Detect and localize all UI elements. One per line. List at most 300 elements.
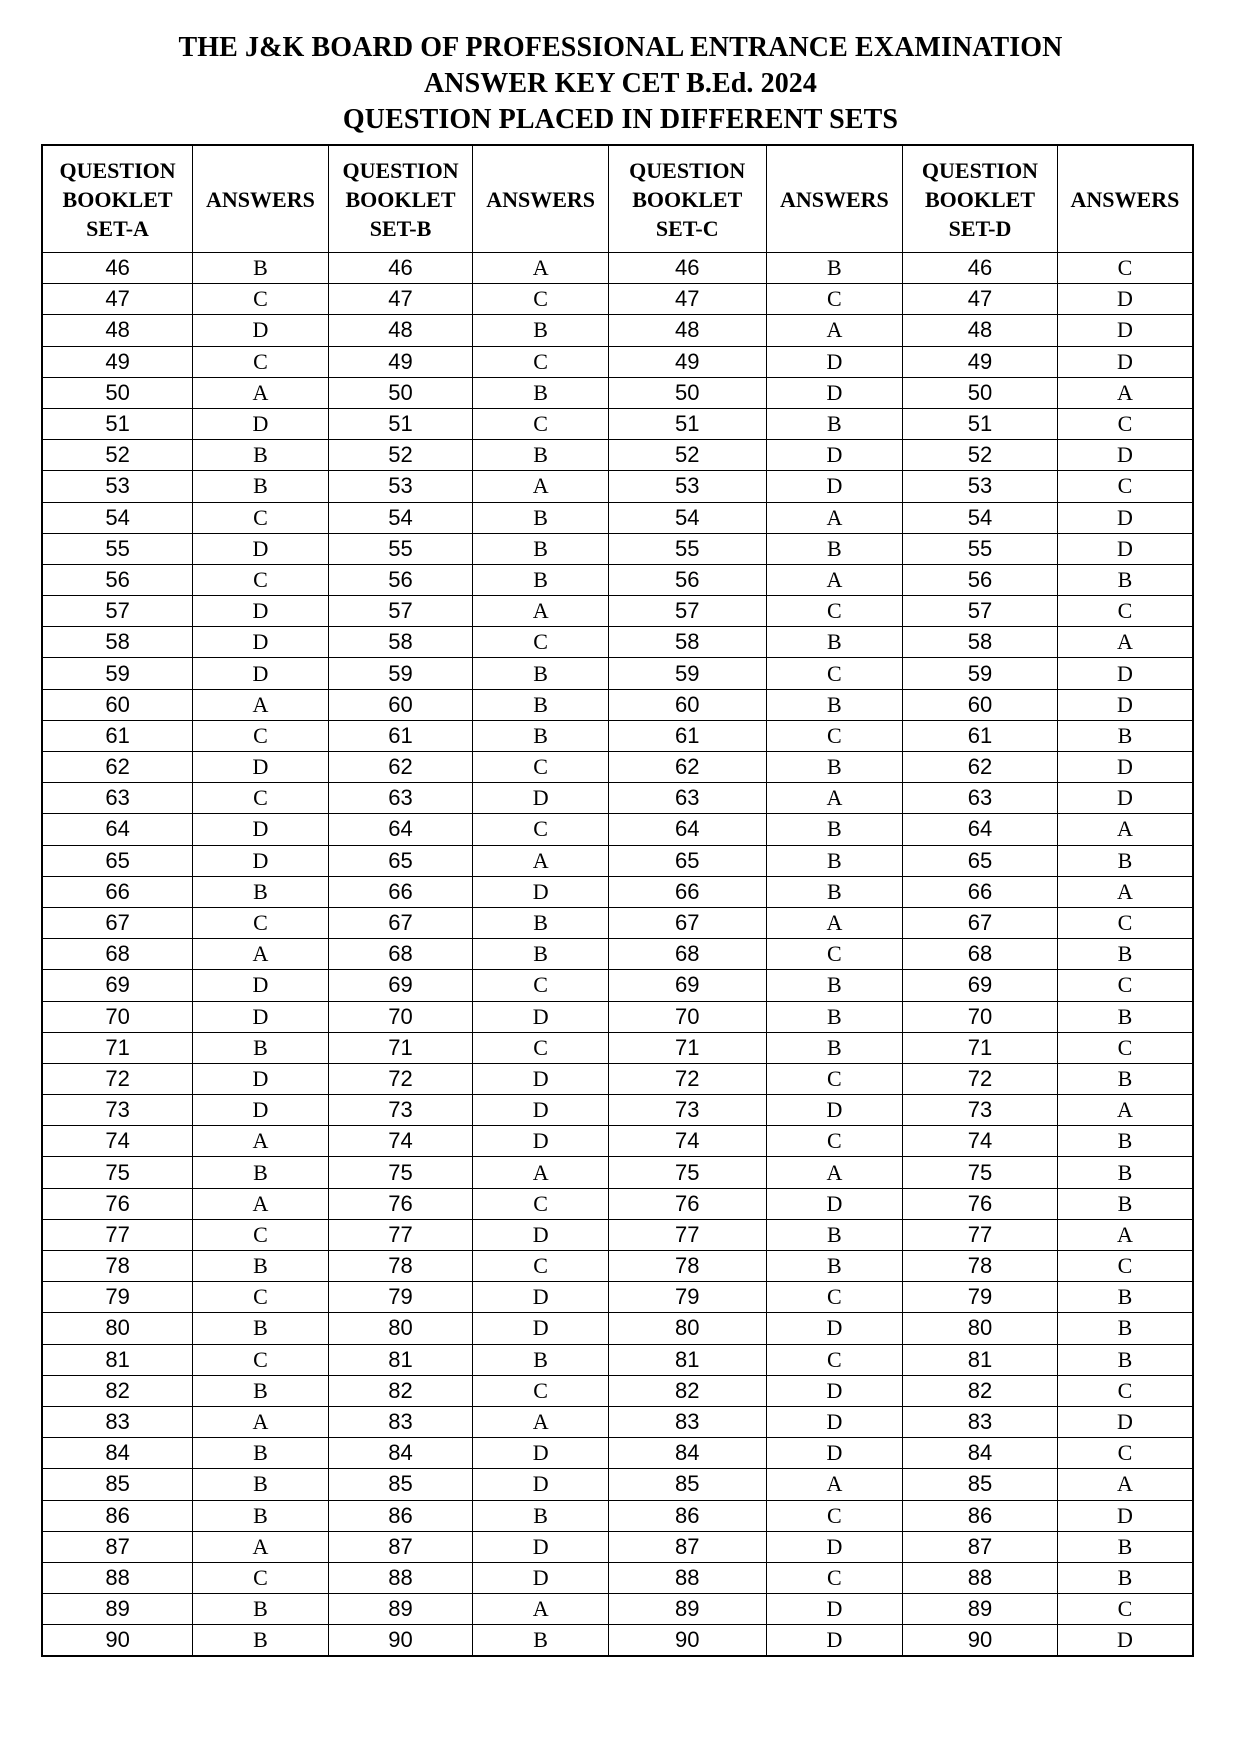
answer-cell: D <box>766 1188 903 1219</box>
answer-cell: A <box>193 1126 329 1157</box>
question-number-cell: 68 <box>328 939 473 970</box>
answer-cell: D <box>766 1406 903 1437</box>
answer-cell: D <box>193 1095 329 1126</box>
answer-cell: C <box>193 907 329 938</box>
question-number-cell: 71 <box>328 1032 473 1063</box>
question-number-cell: 64 <box>42 814 193 845</box>
question-number-cell: 55 <box>42 533 193 564</box>
answer-cell: C <box>193 564 329 595</box>
answer-cell: C <box>766 1282 903 1313</box>
question-number-cell: 76 <box>903 1188 1058 1219</box>
answer-cell: D <box>1057 1625 1193 1657</box>
answer-cell: D <box>1057 1500 1193 1531</box>
question-number-cell: 59 <box>42 658 193 689</box>
column-header-set-b-answers <box>473 145 609 253</box>
question-number-cell: 82 <box>903 1375 1058 1406</box>
question-number-cell: 88 <box>608 1562 766 1593</box>
answer-cell: B <box>473 658 609 689</box>
answer-cell: D <box>193 845 329 876</box>
question-number-cell: 81 <box>328 1344 473 1375</box>
answer-cell: A <box>473 596 609 627</box>
answer-cell: A <box>1057 814 1193 845</box>
question-number-cell: 83 <box>608 1406 766 1437</box>
table-row <box>42 1344 1193 1375</box>
answer-cell: C <box>766 1562 903 1593</box>
answer-cell: D <box>766 1095 903 1126</box>
answer-cell: A <box>1057 1095 1193 1126</box>
answer-cell: D <box>193 596 329 627</box>
question-number-cell: 86 <box>328 1500 473 1531</box>
answer-cell: B <box>193 1032 329 1063</box>
question-number-cell: 55 <box>328 533 473 564</box>
answer-cell: A <box>766 564 903 595</box>
table-row <box>42 1251 1193 1282</box>
question-number-cell: 85 <box>608 1469 766 1500</box>
question-number-cell: 79 <box>608 1282 766 1313</box>
answer-cell: D <box>193 627 329 658</box>
question-number-cell: 80 <box>608 1313 766 1344</box>
answer-cell: D <box>473 1219 609 1250</box>
answer-cell: B <box>193 1438 329 1469</box>
answer-cell: D <box>766 1531 903 1562</box>
question-number-cell: 88 <box>903 1562 1058 1593</box>
question-number-cell: 79 <box>42 1282 193 1313</box>
answer-cell: C <box>193 346 329 377</box>
question-number-cell: 50 <box>328 377 473 408</box>
answer-cell: D <box>766 1438 903 1469</box>
answer-cell: D <box>1057 1406 1193 1437</box>
answer-cell: D <box>1057 689 1193 720</box>
question-number-cell: 65 <box>328 845 473 876</box>
answer-cell: B <box>766 845 903 876</box>
answer-cell: A <box>766 502 903 533</box>
header-line: SET-D <box>948 215 1012 241</box>
answer-cell: D <box>1057 783 1193 814</box>
question-number-cell: 79 <box>903 1282 1058 1313</box>
question-number-cell: 85 <box>42 1469 193 1500</box>
table-row <box>42 1438 1193 1469</box>
answer-cell: C <box>473 1032 609 1063</box>
table-row <box>42 907 1193 938</box>
question-number-cell: 61 <box>328 720 473 751</box>
answer-cell: B <box>1057 1157 1193 1188</box>
table-row <box>42 627 1193 658</box>
question-number-cell: 65 <box>608 845 766 876</box>
question-number-cell: 69 <box>608 970 766 1001</box>
answer-cell: B <box>766 876 903 907</box>
answer-cell: C <box>1057 907 1193 938</box>
question-number-cell: 65 <box>42 845 193 876</box>
header-line: QUESTION <box>342 157 459 183</box>
answer-cell: B <box>766 253 903 284</box>
header-line: QUESTION <box>629 157 746 183</box>
question-number-cell: 77 <box>328 1219 473 1250</box>
question-number-cell: 78 <box>42 1251 193 1282</box>
question-number-cell: 74 <box>328 1126 473 1157</box>
header-line: SET-B <box>369 215 432 241</box>
table-row <box>42 970 1193 1001</box>
answer-cell: D <box>193 533 329 564</box>
question-number-cell: 56 <box>42 564 193 595</box>
question-number-cell: 82 <box>328 1375 473 1406</box>
header-line: ANSWERS <box>779 186 889 212</box>
question-number-cell: 76 <box>608 1188 766 1219</box>
answer-cell: B <box>193 1157 329 1188</box>
answer-cell: A <box>473 253 609 284</box>
header-line: BOOKLET <box>345 186 456 212</box>
answer-key-body <box>42 253 1193 1657</box>
question-number-cell: 77 <box>608 1219 766 1250</box>
question-number-cell: 51 <box>608 408 766 439</box>
table-row <box>42 596 1193 627</box>
column-header-set-b-question <box>328 145 473 253</box>
answer-cell: C <box>473 814 609 845</box>
question-number-cell: 66 <box>903 876 1058 907</box>
answer-cell: D <box>766 377 903 408</box>
question-number-cell: 87 <box>328 1531 473 1562</box>
answer-cell: B <box>766 814 903 845</box>
answer-cell: A <box>193 1188 329 1219</box>
answer-cell: D <box>766 1375 903 1406</box>
question-number-cell: 79 <box>328 1282 473 1313</box>
question-number-cell: 71 <box>903 1032 1058 1063</box>
answer-cell: B <box>1057 1126 1193 1157</box>
header-line: ANSWERS <box>486 186 596 212</box>
question-number-cell: 90 <box>328 1625 473 1657</box>
question-number-cell: 50 <box>608 377 766 408</box>
header-line: QUESTION <box>59 157 176 183</box>
answer-cell: D <box>1057 752 1193 783</box>
table-row <box>42 658 1193 689</box>
question-number-cell: 47 <box>42 284 193 315</box>
answer-cell: C <box>473 346 609 377</box>
table-row <box>42 564 1193 595</box>
question-number-cell: 59 <box>903 658 1058 689</box>
question-number-cell: 69 <box>42 970 193 1001</box>
answer-cell: B <box>766 689 903 720</box>
question-number-cell: 67 <box>903 907 1058 938</box>
question-number-cell: 70 <box>42 1001 193 1032</box>
answer-cell: D <box>766 440 903 471</box>
answer-cell: C <box>766 1063 903 1094</box>
question-number-cell: 84 <box>328 1438 473 1469</box>
answer-cell: C <box>766 1126 903 1157</box>
question-number-cell: 88 <box>42 1562 193 1593</box>
answer-cell: B <box>1057 1562 1193 1593</box>
question-number-cell: 68 <box>608 939 766 970</box>
answer-cell: A <box>1057 1219 1193 1250</box>
question-number-cell: 88 <box>328 1562 473 1593</box>
answer-cell: D <box>193 1063 329 1094</box>
question-number-cell: 83 <box>903 1406 1058 1437</box>
question-number-cell: 46 <box>328 253 473 284</box>
question-number-cell: 78 <box>608 1251 766 1282</box>
question-number-cell: 57 <box>903 596 1058 627</box>
question-number-cell: 90 <box>903 1625 1058 1657</box>
question-number-cell: 62 <box>903 752 1058 783</box>
table-row <box>42 471 1193 502</box>
answer-cell: A <box>766 315 903 346</box>
question-number-cell: 72 <box>328 1063 473 1094</box>
question-number-cell: 55 <box>608 533 766 564</box>
table-row <box>42 1625 1193 1657</box>
answer-cell: B <box>473 502 609 533</box>
answer-cell: B <box>193 1594 329 1625</box>
question-number-cell: 49 <box>608 346 766 377</box>
question-number-cell: 62 <box>608 752 766 783</box>
question-number-cell: 48 <box>903 315 1058 346</box>
answer-cell: D <box>766 1313 903 1344</box>
question-number-cell: 61 <box>608 720 766 751</box>
question-number-cell: 58 <box>903 627 1058 658</box>
answer-cell: A <box>473 1406 609 1437</box>
question-number-cell: 47 <box>608 284 766 315</box>
question-number-cell: 70 <box>328 1001 473 1032</box>
answer-cell: B <box>473 315 609 346</box>
question-number-cell: 62 <box>42 752 193 783</box>
answer-cell: A <box>193 939 329 970</box>
answer-cell: D <box>766 1625 903 1657</box>
question-number-cell: 60 <box>903 689 1058 720</box>
column-header-set-a-answers <box>193 145 329 253</box>
question-number-cell: 75 <box>42 1157 193 1188</box>
table-row <box>42 939 1193 970</box>
question-number-cell: 74 <box>608 1126 766 1157</box>
answer-cell: B <box>193 876 329 907</box>
question-number-cell: 61 <box>903 720 1058 751</box>
question-number-cell: 58 <box>42 627 193 658</box>
question-number-cell: 63 <box>328 783 473 814</box>
question-number-cell: 66 <box>328 876 473 907</box>
answer-cell: B <box>473 564 609 595</box>
question-number-cell: 86 <box>903 1500 1058 1531</box>
answer-cell: B <box>1057 1531 1193 1562</box>
answer-cell: A <box>473 471 609 502</box>
question-number-cell: 82 <box>42 1375 193 1406</box>
answer-cell: C <box>193 720 329 751</box>
answer-cell: B <box>766 970 903 1001</box>
question-number-cell: 89 <box>608 1594 766 1625</box>
answer-cell: C <box>193 1219 329 1250</box>
answer-cell: B <box>1057 720 1193 751</box>
question-number-cell: 63 <box>608 783 766 814</box>
question-number-cell: 90 <box>608 1625 766 1657</box>
answer-cell: C <box>473 1251 609 1282</box>
question-number-cell: 47 <box>328 284 473 315</box>
table-row <box>42 315 1193 346</box>
question-number-cell: 69 <box>903 970 1058 1001</box>
question-number-cell: 73 <box>42 1095 193 1126</box>
question-number-cell: 80 <box>328 1313 473 1344</box>
table-row <box>42 1032 1193 1063</box>
question-number-cell: 59 <box>608 658 766 689</box>
answer-cell: B <box>193 1500 329 1531</box>
answer-cell: B <box>193 440 329 471</box>
question-number-cell: 69 <box>328 970 473 1001</box>
question-number-cell: 54 <box>328 502 473 533</box>
question-number-cell: 57 <box>328 596 473 627</box>
answer-cell: A <box>766 783 903 814</box>
question-number-cell: 78 <box>903 1251 1058 1282</box>
answer-cell: B <box>193 1625 329 1657</box>
answer-cell: D <box>766 471 903 502</box>
answer-cell: C <box>473 970 609 1001</box>
question-number-cell: 76 <box>328 1188 473 1219</box>
question-number-cell: 46 <box>42 253 193 284</box>
answer-cell: C <box>193 783 329 814</box>
answer-cell: B <box>473 1625 609 1657</box>
question-number-cell: 61 <box>42 720 193 751</box>
question-number-cell: 64 <box>608 814 766 845</box>
answer-cell: B <box>473 689 609 720</box>
answer-cell: C <box>473 1375 609 1406</box>
question-number-cell: 48 <box>608 315 766 346</box>
question-number-cell: 54 <box>42 502 193 533</box>
table-row <box>42 284 1193 315</box>
header-line: ANSWERS <box>1070 186 1180 212</box>
question-number-cell: 84 <box>42 1438 193 1469</box>
table-row <box>42 1095 1193 1126</box>
question-number-cell: 81 <box>608 1344 766 1375</box>
answer-cell: D <box>473 1001 609 1032</box>
document-header <box>0 30 1241 138</box>
header-line: SET-A <box>86 215 149 241</box>
answer-cell: C <box>1057 1251 1193 1282</box>
answer-cell: C <box>1057 1438 1193 1469</box>
question-number-cell: 47 <box>903 284 1058 315</box>
answer-cell: D <box>193 658 329 689</box>
board-title: THE J&K BOARD OF PROFESSIONAL ENTRANCE EXAMINATION <box>178 32 1063 63</box>
answer-cell: D <box>1057 315 1193 346</box>
answer-cell: D <box>1057 533 1193 564</box>
answer-cell: C <box>193 284 329 315</box>
question-number-cell: 49 <box>903 346 1058 377</box>
answer-cell: D <box>473 783 609 814</box>
table-row <box>42 1188 1193 1219</box>
question-number-cell: 56 <box>328 564 473 595</box>
question-number-cell: 86 <box>42 1500 193 1531</box>
answer-cell: B <box>193 1313 329 1344</box>
answer-cell: D <box>473 1282 609 1313</box>
question-number-cell: 53 <box>903 471 1058 502</box>
answer-cell: C <box>1057 253 1193 284</box>
question-number-cell: 55 <box>903 533 1058 564</box>
answer-cell: B <box>1057 564 1193 595</box>
table-row <box>42 346 1193 377</box>
question-number-cell: 89 <box>42 1594 193 1625</box>
table-row <box>42 377 1193 408</box>
answer-cell: C <box>1057 1594 1193 1625</box>
answer-cell: B <box>473 939 609 970</box>
answer-cell: D <box>193 970 329 1001</box>
answer-cell: A <box>473 845 609 876</box>
answer-cell: B <box>193 1469 329 1500</box>
question-number-cell: 51 <box>903 408 1058 439</box>
question-number-cell: 72 <box>903 1063 1058 1094</box>
answer-cell: A <box>766 1469 903 1500</box>
answer-cell: B <box>1057 1063 1193 1094</box>
question-number-cell: 84 <box>608 1438 766 1469</box>
answer-key-table <box>41 144 1194 1657</box>
question-number-cell: 76 <box>42 1188 193 1219</box>
answer-cell: C <box>473 1188 609 1219</box>
header-row <box>42 145 1193 253</box>
question-number-cell: 63 <box>42 783 193 814</box>
answer-cell: A <box>766 907 903 938</box>
table-row <box>42 1126 1193 1157</box>
question-number-cell: 68 <box>903 939 1058 970</box>
answer-cell: A <box>766 1157 903 1188</box>
answer-cell: C <box>766 720 903 751</box>
answer-cell: A <box>193 377 329 408</box>
column-header-set-d-answers <box>1057 145 1193 253</box>
answer-cell: B <box>1057 1313 1193 1344</box>
question-number-cell: 58 <box>608 627 766 658</box>
question-number-cell: 90 <box>42 1625 193 1657</box>
answer-cell: A <box>473 1594 609 1625</box>
table-row <box>42 720 1193 751</box>
table-row <box>42 1375 1193 1406</box>
answer-cell: C <box>766 1344 903 1375</box>
question-number-cell: 58 <box>328 627 473 658</box>
question-number-cell: 56 <box>608 564 766 595</box>
answer-cell: D <box>193 315 329 346</box>
table-row <box>42 1469 1193 1500</box>
answer-cell: B <box>766 752 903 783</box>
answer-cell: D <box>1057 284 1193 315</box>
table-row <box>42 1282 1193 1313</box>
question-number-cell: 71 <box>42 1032 193 1063</box>
question-number-cell: 78 <box>328 1251 473 1282</box>
answer-cell: D <box>473 876 609 907</box>
question-number-cell: 51 <box>328 408 473 439</box>
question-number-cell: 48 <box>42 315 193 346</box>
answer-cell: C <box>1057 408 1193 439</box>
table-row <box>42 1063 1193 1094</box>
answer-cell: C <box>473 284 609 315</box>
question-number-cell: 46 <box>903 253 1058 284</box>
answer-cell: A <box>1057 377 1193 408</box>
header-line: ANSWERS <box>206 186 315 212</box>
question-number-cell: 72 <box>608 1063 766 1094</box>
question-number-cell: 60 <box>42 689 193 720</box>
question-number-cell: 70 <box>608 1001 766 1032</box>
answer-cell: D <box>473 1063 609 1094</box>
question-number-cell: 63 <box>903 783 1058 814</box>
question-number-cell: 84 <box>903 1438 1058 1469</box>
answer-cell: C <box>766 1500 903 1531</box>
answer-cell: B <box>193 1251 329 1282</box>
answer-cell: D <box>766 1594 903 1625</box>
answer-cell: D <box>766 346 903 377</box>
answer-cell: A <box>193 1406 329 1437</box>
answer-cell: B <box>766 408 903 439</box>
question-number-cell: 82 <box>608 1375 766 1406</box>
question-number-cell: 67 <box>608 907 766 938</box>
answer-cell: D <box>473 1126 609 1157</box>
answer-cell: C <box>1057 1032 1193 1063</box>
question-number-cell: 77 <box>903 1219 1058 1250</box>
question-number-cell: 89 <box>903 1594 1058 1625</box>
table-row <box>42 1001 1193 1032</box>
answer-cell: D <box>193 752 329 783</box>
question-number-cell: 73 <box>328 1095 473 1126</box>
table-row <box>42 1406 1193 1437</box>
answer-cell: C <box>1057 471 1193 502</box>
answer-cell: B <box>766 1032 903 1063</box>
question-number-cell: 89 <box>328 1594 473 1625</box>
answer-cell: C <box>473 408 609 439</box>
